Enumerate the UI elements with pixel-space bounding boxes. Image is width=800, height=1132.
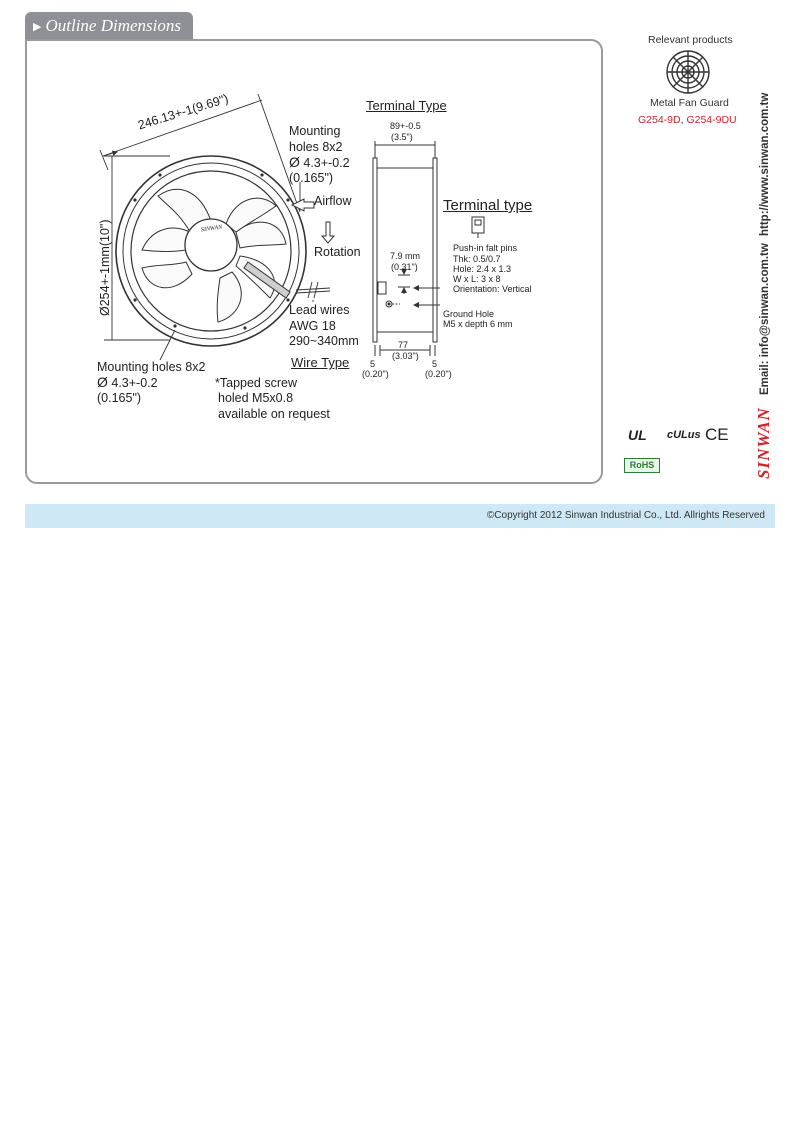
lead-wires-line-1: Lead wires [289, 303, 350, 317]
rotation-arrow-icon [322, 222, 334, 243]
depth-dim-line-1: 89+-0.5 [390, 121, 421, 131]
terminal-type-heading: Terminal Type [366, 98, 447, 113]
pin-offset-line-1: 7.9 mm [390, 251, 421, 261]
mounting-top-line-3: 4.3+-0.2 [303, 156, 350, 170]
left-flange-line-1: 5 [370, 359, 376, 369]
lead-wires-line-3: 290~340mm [289, 334, 359, 348]
ground-hole-line-1: Ground Hole [443, 309, 495, 319]
diameter-dimension-label: Ø254+-1mm(10") [98, 219, 112, 316]
terminal-spec-line-2: Thk: 0.5/0.7 [453, 254, 501, 264]
terminal-pin-icon [472, 217, 484, 238]
diameter-symbol-bottom: Ø [97, 374, 108, 390]
brand-logo: SINWAN [754, 407, 773, 479]
lead-wires-line-2: AWG 18 [289, 319, 336, 333]
fan-front-view [116, 156, 306, 346]
airflow-label: Airflow [314, 194, 352, 208]
mounting-top-line-2: holes 8x2 [289, 140, 343, 154]
ce-mark-icon: CE [705, 425, 729, 444]
mounting-bottom-line-3: (0.165") [97, 391, 142, 405]
hub-logo: SINWAN [200, 224, 223, 234]
terminal-spec-line-4: W x L: 3 x 8 [453, 274, 501, 284]
terminal-spec-heading: Terminal type [443, 197, 533, 214]
inner-dim-line-1: 77 [398, 340, 409, 350]
diameter-symbol: Ø [289, 154, 300, 170]
ground-hole-line-2: M5 x depth 6 mm [443, 319, 513, 329]
ul-mark-icon: UL [628, 427, 647, 443]
cul-mark-icon: cULus [667, 429, 701, 441]
airflow-arrow-icon [292, 199, 314, 211]
mounting-bottom-line-1: Mounting holes 8x2 [97, 360, 206, 374]
model-link[interactable]: G254-9DU [686, 114, 737, 126]
pin-offset-line-2: (0.31") [391, 262, 418, 272]
mounting-bottom-line-2: 4.3+-0.2 [111, 376, 158, 390]
triangle-bullet-icon: ▶ [33, 21, 42, 33]
footer-bar [25, 504, 775, 528]
relevant-models: G254-9D, G254-9DU [638, 114, 737, 126]
depth-dim-line-2: (3.5") [391, 132, 413, 142]
terminal-spec-line-1: Push-in falt pins [453, 243, 518, 253]
mounting-top-line-4: (0.165") [289, 171, 334, 185]
relevant-products-title: Relevant products [648, 34, 733, 46]
fan-side-view [373, 141, 440, 356]
rohs-badge: RoHS [624, 458, 660, 473]
email-address[interactable]: Email: info@sinwan.com.tw [759, 243, 771, 395]
fan-guard-icon [664, 48, 712, 96]
right-flange-line-1: 5 [432, 359, 438, 369]
left-flange-line-2: (0.20") [362, 369, 389, 379]
wire-type-label: Wire Type [291, 355, 350, 370]
terminal-spec-line-3: Hole: 2.4 x 1.3 [453, 264, 512, 274]
mounting-top-line-1: Mounting [289, 124, 341, 138]
copyright-text: ©Copyright 2012 Sinwan Industrial Co., Ltd. Allrights Reserved [486, 510, 765, 521]
tapped-screw-line-3: available on request [218, 407, 330, 421]
terminal-spec-line-5: Orientation: Vertical [453, 284, 532, 294]
tapped-screw-line-2: holed M5x0.8 [218, 391, 294, 405]
inner-dim-line-2: (3.03") [392, 351, 419, 361]
right-flange-line-2: (0.20") [425, 369, 452, 379]
relevant-product-name: Metal Fan Guard [650, 97, 729, 109]
width-dimension-label: 246.13+-1(9.69") [136, 91, 231, 133]
model-link[interactable]: G254-9D [638, 114, 681, 126]
website-url[interactable]: http://www.sinwan.com.tw [759, 92, 771, 236]
section-title: Outline Dimensions [45, 16, 181, 35]
rotation-label: Rotation [314, 245, 361, 259]
tapped-screw-line-1: *Tapped screw [215, 376, 297, 390]
